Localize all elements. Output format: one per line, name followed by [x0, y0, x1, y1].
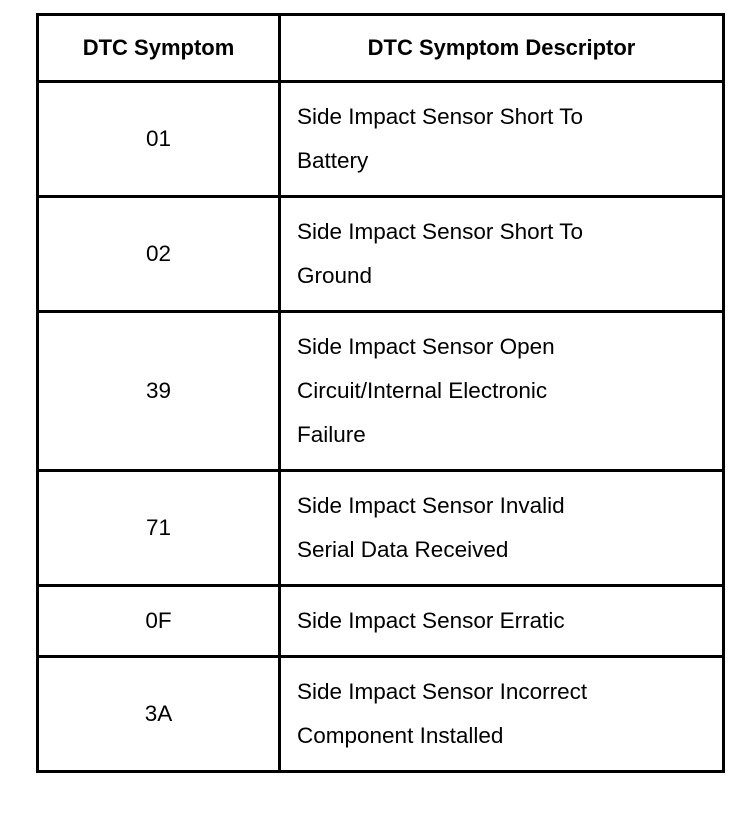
descriptor-line: Ground [297, 263, 373, 288]
table-header-row [38, 15, 724, 82]
descriptor-line: Component Installed [297, 723, 504, 748]
dtc-symptom-code: 39 [38, 312, 280, 471]
dtc-symptom-descriptor [280, 586, 724, 657]
descriptor-line: Side Impact Sensor Short To [297, 104, 583, 129]
dtc-symptom-descriptor [280, 312, 724, 471]
dtc-symptom-descriptor [280, 82, 724, 197]
table-row [38, 586, 724, 657]
table-row [38, 471, 724, 586]
header-dtc-symptom-descriptor: DTC Symptom Descriptor [280, 15, 724, 82]
descriptor-line: Side Impact Sensor Short To [297, 219, 583, 244]
dtc-symptom-descriptor [280, 657, 724, 772]
dtc-symptom-code: 02 [38, 197, 280, 312]
dtc-symptom-code: 01 [38, 82, 280, 197]
dtc-symptom-code: 0F [38, 586, 280, 657]
descriptor-line: Side Impact Sensor Open [297, 334, 555, 359]
descriptor-line: Side Impact Sensor Invalid [297, 493, 565, 518]
descriptor-line: Battery [297, 148, 369, 173]
descriptor-line: Side Impact Sensor Incorrect [297, 679, 588, 704]
table-row [38, 312, 724, 471]
descriptor-line: Circuit/Internal Electronic [297, 378, 548, 403]
dtc-symptom-descriptor [280, 471, 724, 586]
table-row [38, 82, 724, 197]
dtc-symptom-descriptor [280, 197, 724, 312]
descriptor-line: Serial Data Received [297, 537, 509, 562]
header-dtc-symptom: DTC Symptom [38, 15, 280, 82]
dtc-symptom-code: 3A [38, 657, 280, 772]
descriptor-line: Failure [297, 422, 366, 447]
dtc-symptom-table [36, 13, 725, 773]
dtc-symptom-code: 71 [38, 471, 280, 586]
descriptor-line: Side Impact Sensor Erratic [297, 608, 565, 633]
table-row [38, 197, 724, 312]
table-row [38, 657, 724, 772]
